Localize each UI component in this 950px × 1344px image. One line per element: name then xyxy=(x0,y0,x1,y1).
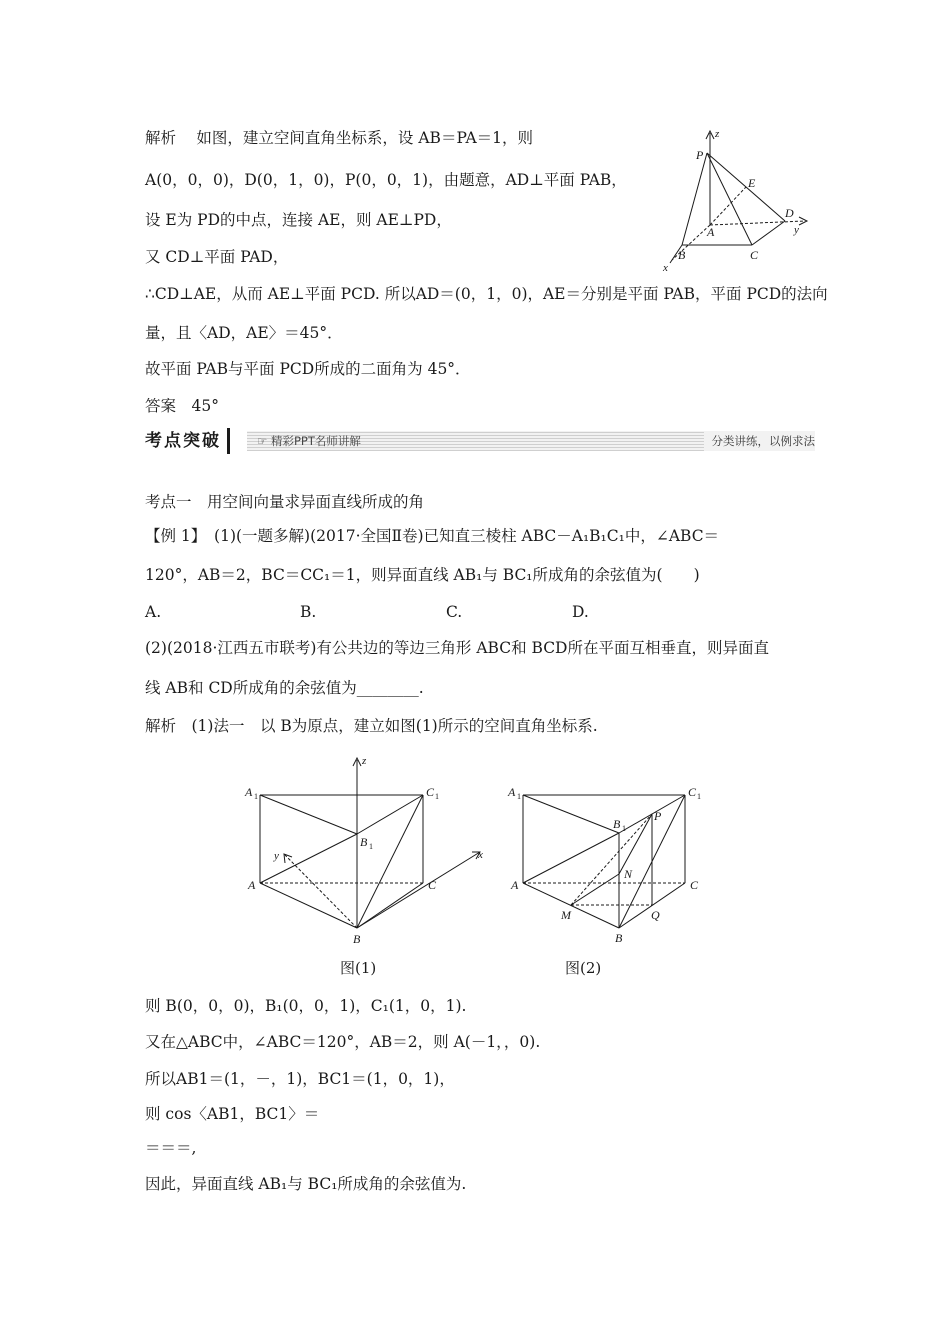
fig1-label-b1: B xyxy=(360,835,368,849)
fig1-label-y: y xyxy=(274,850,279,862)
fig2-label-m: M xyxy=(561,908,571,922)
solution-line-3: 设 E为 PD的中点，连接 AE，则 AE⊥PD， xyxy=(145,211,452,229)
after-line-5: ＝＝＝, xyxy=(145,1139,197,1157)
fig2-label-a: A xyxy=(511,878,519,892)
pyramid-label-c: C xyxy=(750,248,759,262)
option-c: C. xyxy=(446,603,463,621)
section-heading: 考点一 用空间向量求异面直线所成的角 xyxy=(145,493,425,511)
fig1-label-a: A xyxy=(248,878,256,892)
after-line-6: 因此，异面直线 AB₁与 BC₁所成角的余弦值为. xyxy=(145,1175,467,1193)
solution-intro: 解析 (1)法一 以 B为原点，建立如图(1)所示的空间直角坐标系. xyxy=(145,717,598,735)
pyramid-label-e: E xyxy=(748,176,756,190)
fig1-label-b: B xyxy=(353,932,361,945)
fig1-sub-c1: 1 xyxy=(435,792,439,801)
pyramid-label-b: B xyxy=(678,248,686,262)
pyramid-figure xyxy=(660,125,820,275)
example-line-2: 120°，AB＝2，BC＝CC₁＝1，则异面直线 AB₁与 BC₁所成角的余弦值为( ) xyxy=(145,566,700,584)
solution-line-1: 解析 如图，建立空间直角坐标系，设 AB＝PA＝1，则 xyxy=(145,129,534,147)
option-d: D. xyxy=(572,603,589,621)
solution-line-5: ∴CD⊥AE，从而 AE⊥平面 PCD. 所以AD＝(0，1，0)，AE＝分别是平面 PAB，平面 PCD的法向 xyxy=(145,285,828,303)
fig2-sub-a1: 1 xyxy=(517,792,521,801)
figure-1-caption: 图(1) xyxy=(340,959,377,977)
banner-title: 考点突破 xyxy=(145,428,230,454)
fig2-label-c: C xyxy=(690,878,699,892)
fig2-label-b1: B xyxy=(613,817,621,831)
fig1-label-a1: A xyxy=(245,785,253,799)
example-line-4: 线 AB和 CD所成角的余弦值为________. xyxy=(145,679,424,697)
fig2-sub-b1: 1 xyxy=(622,824,626,833)
fig2-label-p: P xyxy=(654,809,662,823)
pyramid-label-a: A xyxy=(707,225,715,239)
fig2-label-q: Q xyxy=(651,908,660,922)
pyramid-label-y: y xyxy=(794,224,799,236)
figure-2-caption: 图(2) xyxy=(565,959,602,977)
example-line-1: 【例 1】 (1)(一题多解)(2017·全国Ⅱ卷)已知直三棱柱 ABC－A₁B₁C₁中，∠ABC＝ xyxy=(145,527,720,545)
pyramid-label-z: z xyxy=(715,128,720,140)
fig1-label-x: x xyxy=(478,849,483,861)
fig1-sub-b1: 1 xyxy=(369,842,373,851)
after-line-2: 又在△ABC中，∠ABC＝120°，AB＝2，则 A(－1，，0). xyxy=(145,1033,541,1051)
solution-line-7: 故平面 PAB与平面 PCD所成的二面角为 45°． xyxy=(145,360,471,378)
solution-line-2: A(0，0，0)，D(0，1，0)，P(0，0，1)，由题意，AD⊥平面 PAB， xyxy=(145,171,627,189)
fig1-label-c: C xyxy=(428,878,437,892)
example-line-3: (2)(2018·江西五市联考)有公共边的等边三角形 ABC和 BCD所在平面互相垂直，则异面直 xyxy=(145,639,769,657)
fig2-label-n: N xyxy=(624,867,633,881)
pyramid-label-p: P xyxy=(696,148,704,162)
fig2-label-b: B xyxy=(615,931,623,945)
prism-figure-1 xyxy=(240,750,490,945)
option-a: A. xyxy=(145,603,162,621)
banner-right-text: 分类讲练，以例求法 xyxy=(704,431,816,451)
option-b: B. xyxy=(300,603,317,621)
fig2-sub-c1: 1 xyxy=(697,792,701,801)
solution-line-6: 量，且〈AD，AE〉＝45°． xyxy=(145,324,343,342)
fig1-sub-a1: 1 xyxy=(254,792,258,801)
after-line-1: 则 B(0，0，0)，B₁(0，0，1)，C₁(1，0，1). xyxy=(145,997,467,1015)
banner-subtitle: ☞ 精彩PPT名师讲解 xyxy=(257,434,361,448)
pyramid-label-d: D xyxy=(785,206,794,220)
fig2-label-c1: C xyxy=(688,785,697,799)
fig1-label-z: z xyxy=(362,755,367,767)
answer-line: 答案 45° xyxy=(145,397,219,415)
fig1-label-c1: C xyxy=(426,785,435,799)
after-line-4: 则 cos〈AB1，BC1〉＝ xyxy=(145,1105,320,1123)
solution-line-4: 又 CD⊥平面 PAD， xyxy=(145,248,289,266)
fig2-label-a1: A xyxy=(508,785,516,799)
prism-figure-2 xyxy=(505,780,710,945)
section-banner xyxy=(145,428,815,454)
after-line-3: 所以AB1＝(1，－，1)，BC1＝(1，0，1)， xyxy=(145,1070,455,1088)
pyramid-label-x: x xyxy=(663,262,668,274)
